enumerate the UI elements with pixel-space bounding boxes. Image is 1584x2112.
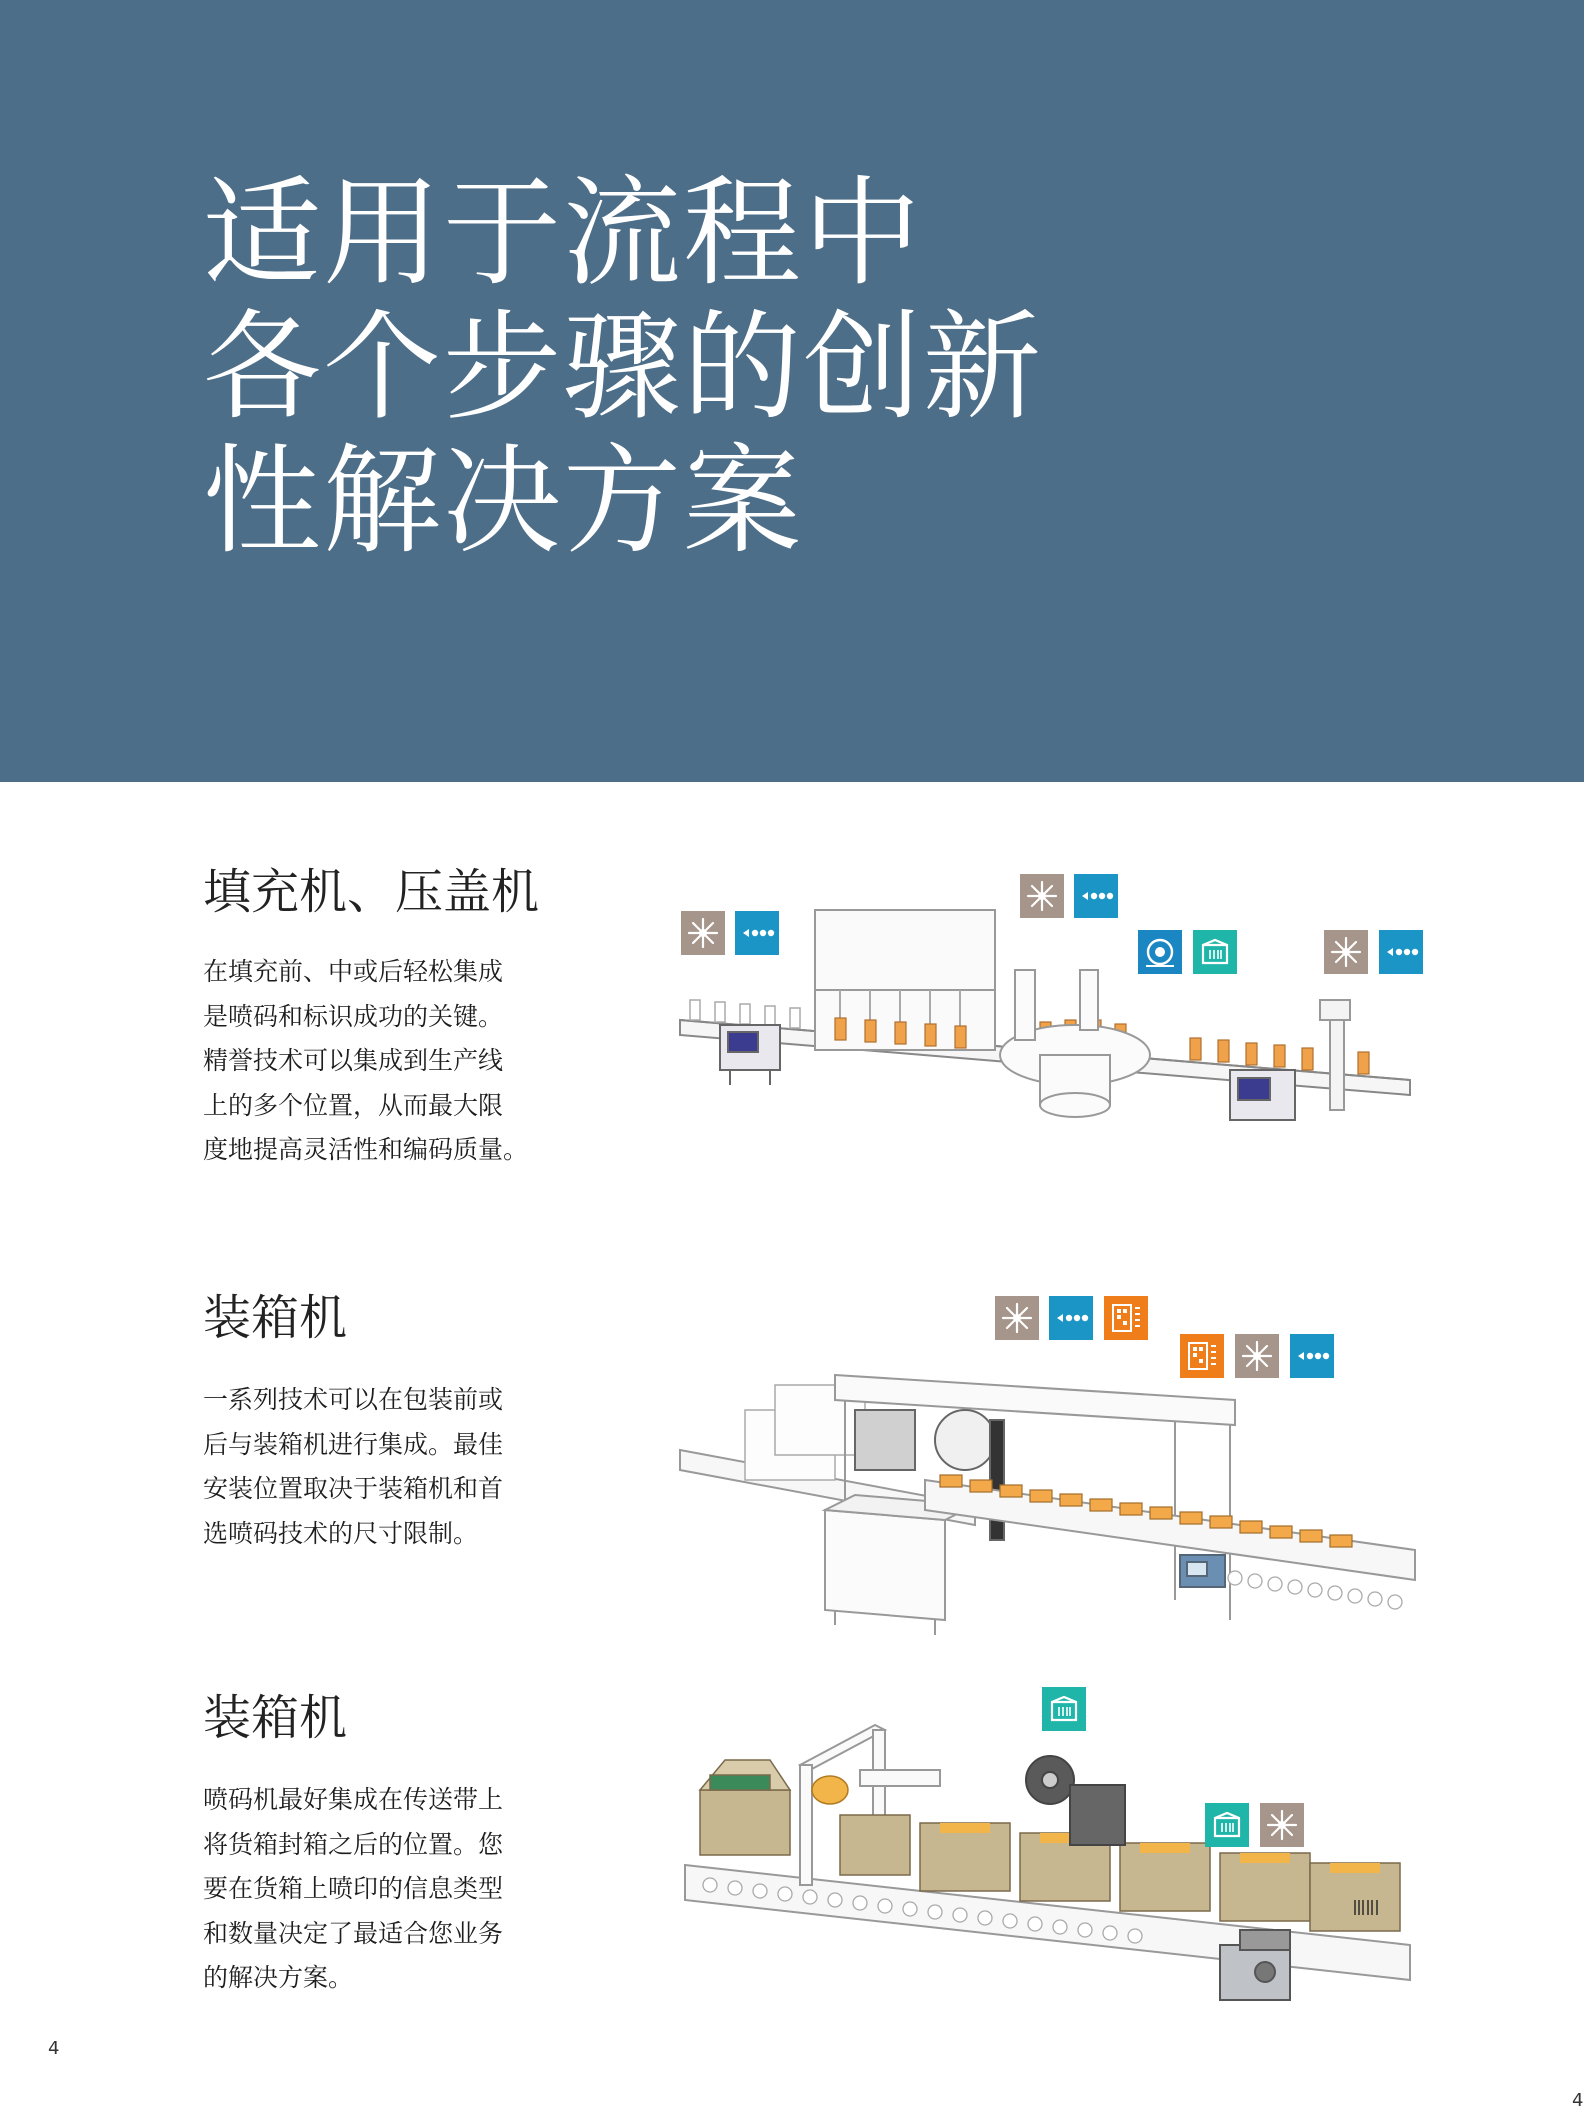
laser-icon (681, 911, 725, 955)
body-line: 在填充前、中或后轻松集成 (203, 957, 504, 986)
body-line: 上的多个位置，从而最大限 (203, 1090, 504, 1120)
section-body-filler-capper (203, 950, 553, 1173)
body-line: 一系列技术可以在包装前或 (203, 1385, 504, 1414)
page-number-right: 4 (1572, 2090, 1584, 2111)
hero-banner (0, 0, 1584, 782)
body-line: 度地提高灵活性和编码质量。 (203, 1135, 529, 1164)
laser-icon (1020, 874, 1064, 918)
thermal-inkjet-icon (1104, 1296, 1148, 1340)
body-line: 安装位置取决于装箱机和首 (203, 1474, 504, 1503)
body-line: 要在货箱上喷印的信息类型 (203, 1874, 504, 1903)
thermal-transfer-icon (1138, 930, 1182, 974)
page-title (203, 166, 1103, 568)
case-packer-illustration (675, 1330, 1420, 1660)
section-heading-case-sealer: 装箱机 (203, 1690, 348, 1746)
laser-icon (1260, 1803, 1304, 1847)
inkjet-icon (1290, 1334, 1334, 1378)
body-line: 将货箱封箱之后的位置。您 (203, 1829, 504, 1859)
laser-icon (1235, 1334, 1279, 1378)
inkjet-icon (1074, 874, 1118, 918)
laser-icon (1324, 930, 1368, 974)
section-heading-case-packer: 装箱机 (203, 1290, 348, 1346)
label-icon (1193, 930, 1237, 974)
body-line: 选喷码技术的尺寸限制。 (203, 1518, 479, 1548)
inkjet-icon (1379, 930, 1423, 974)
body-line: 后与装箱机进行集成。最佳 (203, 1429, 504, 1459)
section-body-case-packer (203, 1378, 553, 1556)
page-title-line-3: 性解决方案 (203, 432, 804, 570)
body-line: 和数量决定了最适合您业务 (203, 1918, 504, 1948)
body-line: 是喷码和标识成功的关键。 (203, 1001, 504, 1031)
label-icon (1042, 1687, 1086, 1731)
label-icon (1205, 1803, 1249, 1847)
body-line: 精誉技术可以集成到生产线 (203, 1046, 504, 1075)
page-title-line-2: 各个步骤的创新 (203, 298, 1044, 436)
inkjet-icon (1049, 1296, 1093, 1340)
section-body-case-sealer (203, 1778, 553, 2001)
body-line: 喷码机最好集成在传送带上 (203, 1785, 504, 1814)
page-title-line-1: 适用于流程中 (203, 164, 924, 302)
case-sealer-illustration (680, 1705, 1420, 2015)
laser-icon (995, 1296, 1039, 1340)
section-heading-filler-capper: 填充机、压盖机 (203, 864, 540, 920)
page-number-left: 4 (48, 2038, 60, 2059)
body-line: 的解决方案。 (203, 1963, 354, 1992)
inkjet-icon (735, 911, 779, 955)
thermal-inkjet-icon (1180, 1334, 1224, 1378)
